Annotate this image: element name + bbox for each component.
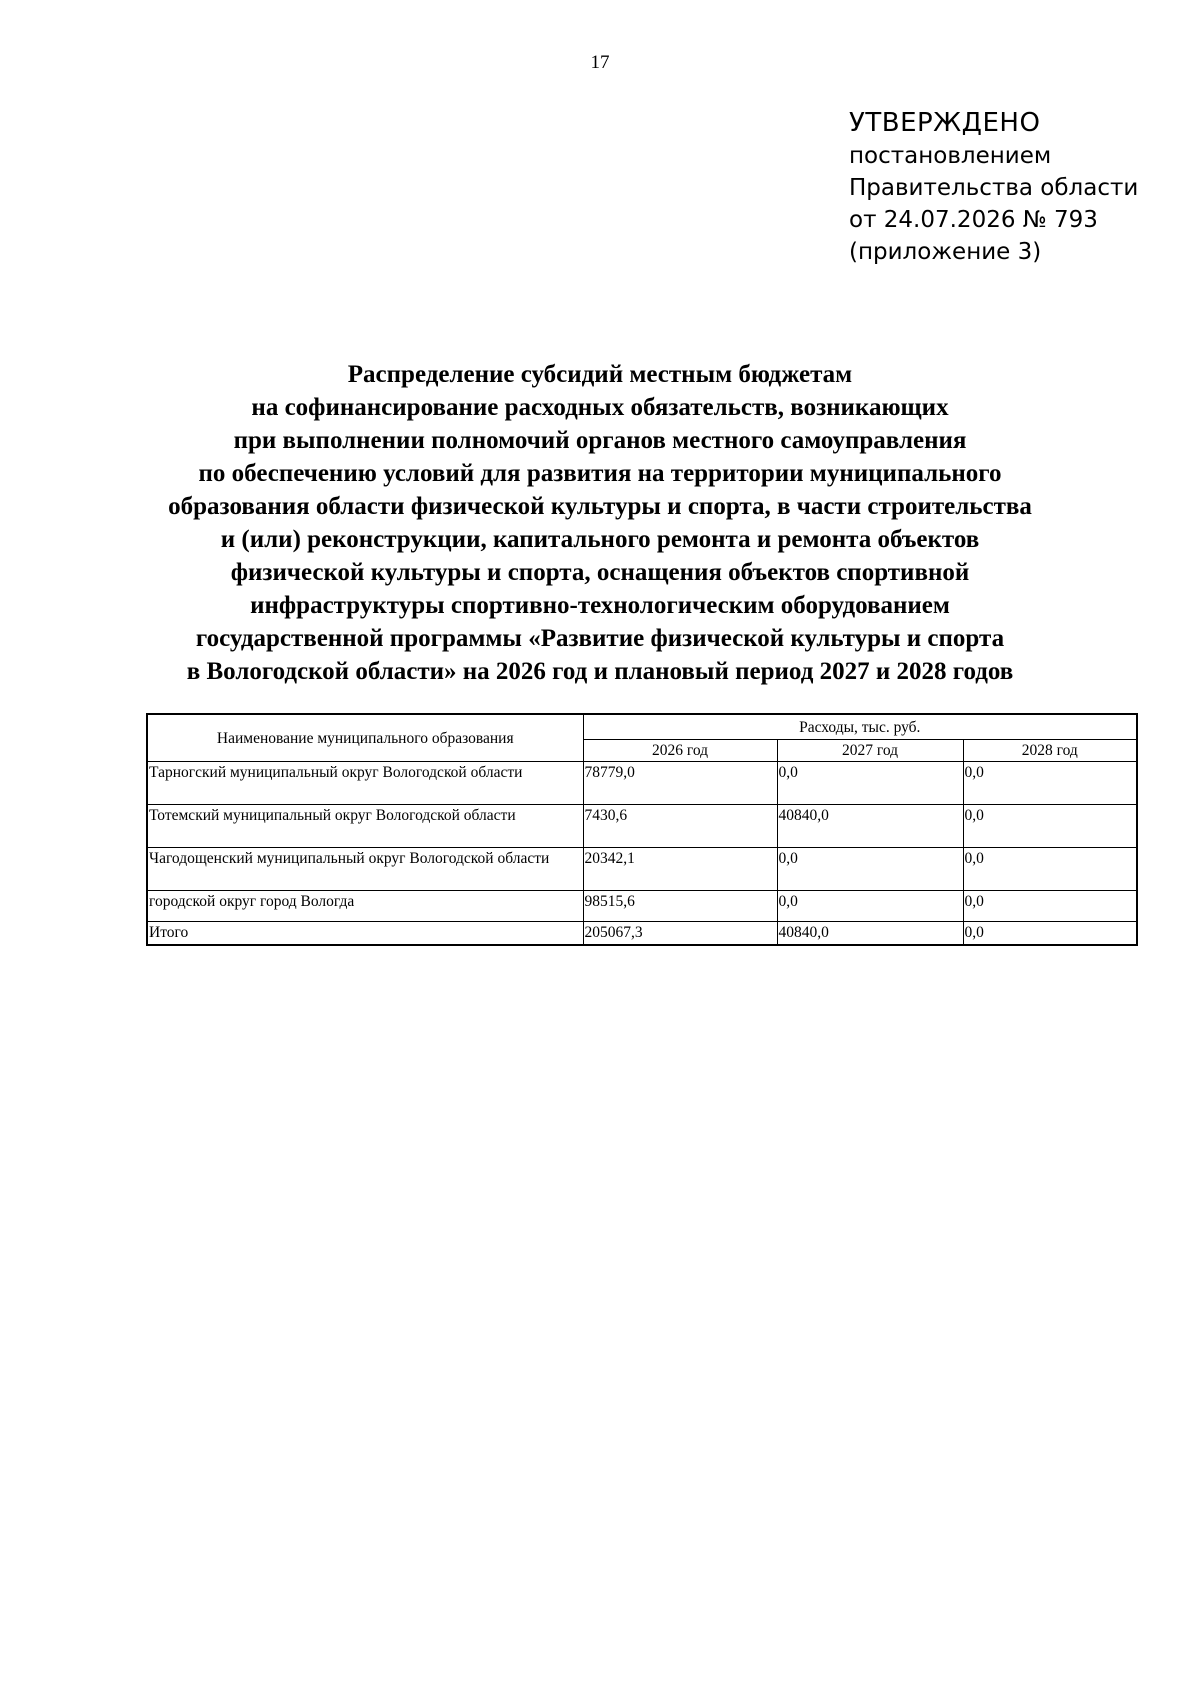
cell-total-value: 40840,0 (777, 922, 963, 946)
title-line: по обеспечению условий для развития на территории муниципального (198, 460, 1002, 487)
cell-name: Чагодощенский муниципальный округ Вологодской области (147, 848, 583, 891)
approval-line: постановлением (849, 143, 1052, 169)
cell-value: 0,0 (777, 848, 963, 891)
title-line: инфраструктуры спортивно-технологическим оборудованием (250, 592, 950, 619)
title-line: на софинансирование расходных обязательств, возникающих (251, 394, 949, 421)
cell-value: 0,0 (963, 762, 1137, 805)
table-row (147, 891, 1137, 922)
title-line: физической культуры и спорта, оснащения объектов спортивной (230, 559, 970, 586)
document-title (100, 358, 1100, 688)
approval-line: Правительства области (849, 175, 1139, 201)
table-total-row (147, 922, 1137, 946)
table-row (147, 848, 1137, 891)
subsidy-table (146, 713, 1138, 946)
title-line: Распределение субсидий местным бюджетам (347, 361, 853, 388)
cell-total-value: 205067,3 (583, 922, 777, 946)
cell-total-label: Итого (147, 922, 583, 946)
approval-heading: УТВЕРЖДЕНО (849, 108, 1041, 138)
header-year: 2026 год (583, 740, 777, 762)
cell-name: Тарногский муниципальный округ Вологодской области (147, 762, 583, 805)
header-municipality: Наименование муниципального образования (147, 714, 583, 762)
table-row (147, 805, 1137, 848)
cell-value: 20342,1 (583, 848, 777, 891)
title-line: государственной программы «Развитие физической культуры и спорта (195, 625, 1005, 652)
cell-total-value: 0,0 (963, 922, 1137, 946)
title-line: в Вологодской области» на 2026 год и плановый период 2027 и 2028 годов (186, 658, 1014, 685)
header-expenses: Расходы, тыс. руб. (583, 714, 1137, 740)
approval-stamp (849, 106, 1179, 268)
approval-line: (приложение 3) (849, 239, 1042, 265)
cell-value: 0,0 (963, 848, 1137, 891)
cell-value: 98515,6 (583, 891, 777, 922)
page-number: 17 (590, 52, 610, 73)
table-row (147, 762, 1137, 805)
header-year: 2027 год (777, 740, 963, 762)
cell-name: городской округ город Вологда (147, 891, 583, 922)
cell-value: 0,0 (777, 762, 963, 805)
cell-value: 40840,0 (777, 805, 963, 848)
cell-value: 7430,6 (583, 805, 777, 848)
title-line: и (или) реконструкции, капитального ремонта и ремонта объектов (220, 526, 980, 553)
cell-value: 78779,0 (583, 762, 777, 805)
cell-value: 0,0 (963, 891, 1137, 922)
title-line: образования области физической культуры и спорта, в части строительства (168, 493, 1032, 520)
header-year: 2028 год (963, 740, 1137, 762)
cell-value: 0,0 (777, 891, 963, 922)
approval-line: от 24.07.2026 № 793 (849, 207, 1098, 233)
table-header-row (147, 714, 1137, 740)
title-line: при выполнении полномочий органов местного самоуправления (233, 427, 967, 454)
cell-name: Тотемский муниципальный округ Вологодской области (147, 805, 583, 848)
cell-value: 0,0 (963, 805, 1137, 848)
